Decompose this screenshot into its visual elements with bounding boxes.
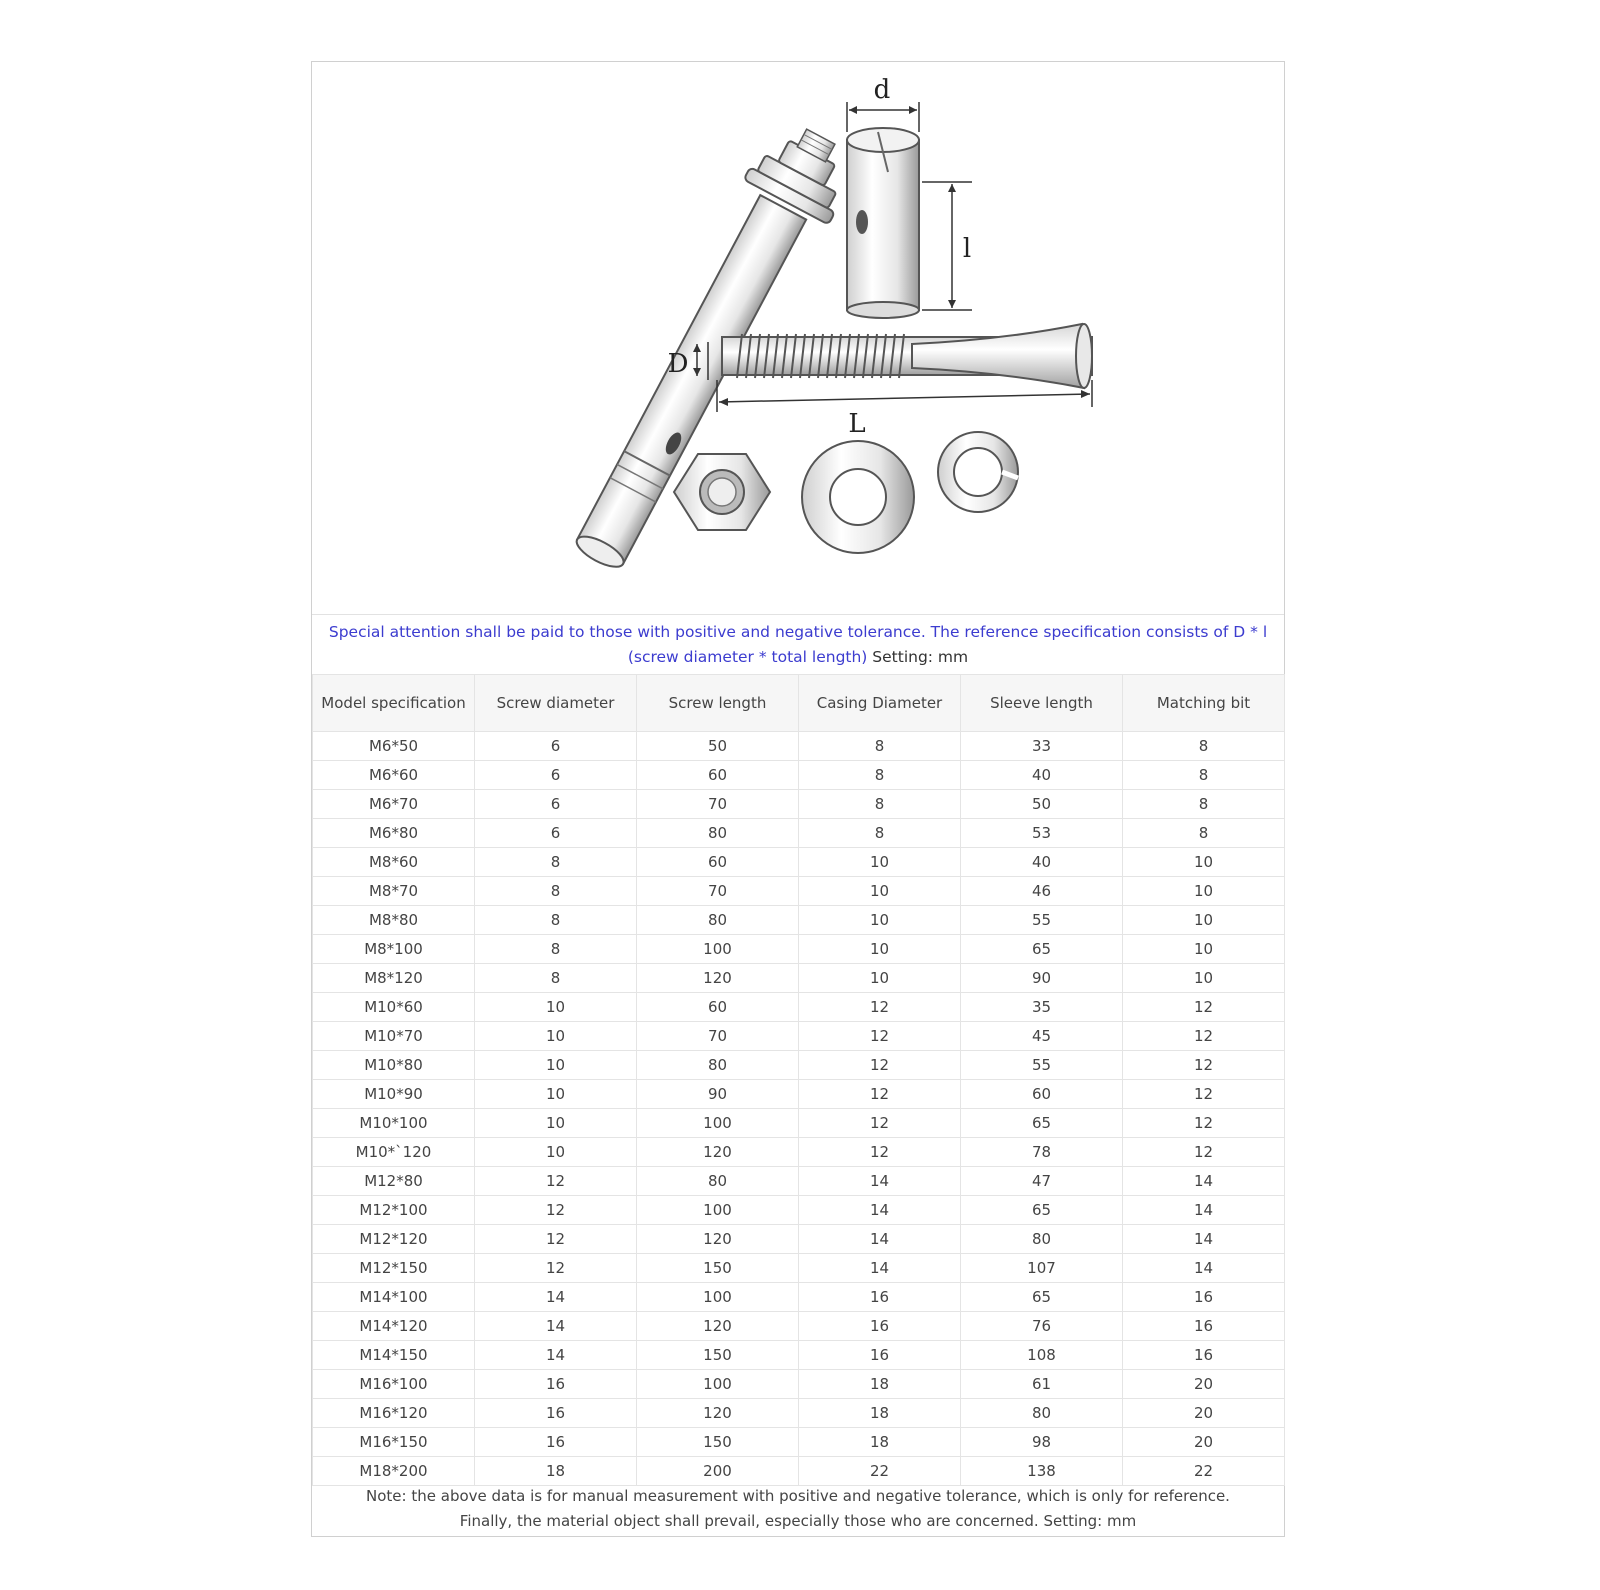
cell-matching-bit: 10 [1123,906,1285,935]
cell-screw-diameter: 12 [475,1225,637,1254]
spring-washer [938,432,1018,512]
cell-model: M10*100 [313,1109,475,1138]
cell-model: M8*120 [313,964,475,993]
spec-sheet [311,61,1285,1537]
table-row [313,761,1285,790]
cell-sleeve-length: 33 [961,732,1123,761]
attention-caption [312,614,1284,674]
cell-casing-diameter: 22 [799,1457,961,1486]
cell-model: M16*150 [313,1428,475,1457]
specification-table [312,674,1285,1486]
cell-matching-bit: 8 [1123,790,1285,819]
cell-screw-diameter: 10 [475,1138,637,1167]
cell-sleeve-length: 50 [961,790,1123,819]
table-row [313,1254,1285,1283]
cell-screw-length: 100 [637,1370,799,1399]
cell-model: M10*`120 [313,1138,475,1167]
cell-model: M12*150 [313,1254,475,1283]
cell-model: M8*100 [313,935,475,964]
cell-screw-diameter: 6 [475,790,637,819]
cell-casing-diameter: 12 [799,1109,961,1138]
cell-matching-bit: 12 [1123,1022,1285,1051]
table-row [313,1022,1285,1051]
cell-casing-diameter: 10 [799,848,961,877]
cell-matching-bit: 16 [1123,1312,1285,1341]
table-row [313,1283,1285,1312]
cell-screw-length: 120 [637,1225,799,1254]
cell-matching-bit: 10 [1123,935,1285,964]
cell-matching-bit: 12 [1123,1109,1285,1138]
cell-model: M12*120 [313,1225,475,1254]
cell-sleeve-length: 107 [961,1254,1123,1283]
cell-sleeve-length: 55 [961,906,1123,935]
cell-sleeve-length: 90 [961,964,1123,993]
cell-screw-length: 90 [637,1080,799,1109]
cell-screw-diameter: 10 [475,1109,637,1138]
cell-screw-diameter: 12 [475,1196,637,1225]
note-line-2: Finally, the material object shall prevail, especially those who are concerned. Setting: mm [459,1512,1137,1530]
cell-casing-diameter: 12 [799,1080,961,1109]
cell-casing-diameter: 16 [799,1341,961,1370]
cell-screw-diameter: 8 [475,848,637,877]
cell-sleeve-length: 60 [961,1080,1123,1109]
cell-model: M8*60 [313,848,475,877]
cell-matching-bit: 10 [1123,877,1285,906]
cell-sleeve-length: 40 [961,761,1123,790]
table-row [313,935,1285,964]
cell-casing-diameter: 10 [799,964,961,993]
table-row [313,732,1285,761]
cell-matching-bit: 14 [1123,1254,1285,1283]
cell-sleeve-length: 80 [961,1225,1123,1254]
cell-casing-diameter: 18 [799,1370,961,1399]
cell-screw-length: 60 [637,848,799,877]
cell-casing-diameter: 12 [799,1138,961,1167]
cell-matching-bit: 14 [1123,1225,1285,1254]
cell-matching-bit: 8 [1123,819,1285,848]
cell-sleeve-length: 78 [961,1138,1123,1167]
cell-model: M14*150 [313,1341,475,1370]
cell-sleeve-length: 65 [961,1196,1123,1225]
cell-model: M10*80 [313,1051,475,1080]
table-row [313,877,1285,906]
cell-screw-diameter: 10 [475,993,637,1022]
table-row [313,1051,1285,1080]
cell-matching-bit: 10 [1123,848,1285,877]
cell-screw-diameter: 14 [475,1341,637,1370]
cell-matching-bit: 20 [1123,1428,1285,1457]
cell-matching-bit: 16 [1123,1341,1285,1370]
cell-screw-length: 120 [637,1312,799,1341]
cell-casing-diameter: 14 [799,1225,961,1254]
cell-model: M14*120 [313,1312,475,1341]
cell-casing-diameter: 12 [799,993,961,1022]
cell-casing-diameter: 18 [799,1428,961,1457]
cell-sleeve-length: 61 [961,1370,1123,1399]
cell-sleeve-length: 55 [961,1051,1123,1080]
cell-screw-length: 100 [637,1283,799,1312]
table-row [313,1399,1285,1428]
cell-model: M16*120 [313,1399,475,1428]
cell-casing-diameter: 16 [799,1283,961,1312]
cell-matching-bit: 12 [1123,1051,1285,1080]
cell-casing-diameter: 12 [799,1022,961,1051]
cell-screw-diameter: 10 [475,1051,637,1080]
threaded-bolt [693,324,1092,412]
table-row [313,1370,1285,1399]
cell-sleeve-length: 98 [961,1428,1123,1457]
cell-screw-length: 70 [637,790,799,819]
cell-casing-diameter: 8 [799,819,961,848]
cell-sleeve-length: 65 [961,935,1123,964]
flat-washer [802,441,914,553]
cell-casing-diameter: 10 [799,877,961,906]
cell-model: M10*70 [313,1022,475,1051]
cell-matching-bit: 8 [1123,732,1285,761]
caption-setting: Setting: mm [867,648,969,666]
cell-screw-length: 150 [637,1341,799,1370]
cell-casing-diameter: 10 [799,906,961,935]
table-row [313,1167,1285,1196]
table-row [313,790,1285,819]
cell-matching-bit: 12 [1123,1138,1285,1167]
table-row [313,1109,1285,1138]
table-row [313,1196,1285,1225]
cell-screw-diameter: 6 [475,819,637,848]
cell-screw-diameter: 16 [475,1428,637,1457]
header-matching-bit: Matching bit [1123,675,1285,732]
dimension-label-l: l [962,234,972,264]
table-row [313,964,1285,993]
cell-screw-diameter: 8 [475,935,637,964]
cell-sleeve-length: 138 [961,1457,1123,1486]
table-row [313,906,1285,935]
cell-matching-bit: 12 [1123,1080,1285,1109]
cell-model: M8*80 [313,906,475,935]
cell-model: M14*100 [313,1283,475,1312]
cell-casing-diameter: 14 [799,1254,961,1283]
cell-matching-bit: 8 [1123,761,1285,790]
cell-screw-diameter: 14 [475,1312,637,1341]
cell-model: M16*100 [313,1370,475,1399]
cell-screw-diameter: 8 [475,906,637,935]
cell-screw-diameter: 6 [475,761,637,790]
cell-model: M6*50 [313,732,475,761]
cell-sleeve-length: 46 [961,877,1123,906]
cell-screw-diameter: 10 [475,1022,637,1051]
cell-screw-length: 120 [637,964,799,993]
cell-screw-length: 60 [637,993,799,1022]
cell-matching-bit: 10 [1123,964,1285,993]
cell-screw-length: 80 [637,1167,799,1196]
cell-casing-diameter: 14 [799,1167,961,1196]
cell-screw-diameter: 16 [475,1399,637,1428]
cell-sleeve-length: 108 [961,1341,1123,1370]
cell-screw-diameter: 8 [475,877,637,906]
table-body [313,732,1285,1486]
cell-model: M6*70 [313,790,475,819]
cell-casing-diameter: 8 [799,761,961,790]
table-row [313,1428,1285,1457]
header-model-specification: Model specification [313,675,475,732]
cell-casing-diameter: 10 [799,935,961,964]
cell-model: M8*70 [313,877,475,906]
header-screw-length: Screw length [637,675,799,732]
cell-screw-length: 120 [637,1399,799,1428]
cell-sleeve-length: 80 [961,1399,1123,1428]
dimension-label-D: D [667,349,689,379]
table-row [313,819,1285,848]
cell-screw-diameter: 18 [475,1457,637,1486]
cell-screw-diameter: 8 [475,964,637,993]
cell-casing-diameter: 16 [799,1312,961,1341]
cell-screw-length: 100 [637,1196,799,1225]
cell-matching-bit: 22 [1123,1457,1285,1486]
cell-model: M6*80 [313,819,475,848]
cell-screw-length: 150 [637,1428,799,1457]
cell-screw-length: 70 [637,877,799,906]
cell-model: M12*100 [313,1196,475,1225]
cell-screw-length: 150 [637,1254,799,1283]
table-row [313,1138,1285,1167]
cell-matching-bit: 20 [1123,1399,1285,1428]
header-sleeve-length: Sleeve length [961,675,1123,732]
cell-model: M6*60 [313,761,475,790]
cell-model: M12*80 [313,1167,475,1196]
table-row [313,1341,1285,1370]
cell-screw-length: 120 [637,1138,799,1167]
caption-highlight: Special attention shall be paid to those with positive and negative tolerance. The reference specification consists of D * l (screw diameter * total length) [328,623,1268,666]
cell-matching-bit: 20 [1123,1370,1285,1399]
cell-casing-diameter: 14 [799,1196,961,1225]
product-illustration [312,62,1284,614]
cell-screw-length: 50 [637,732,799,761]
header-screw-diameter: Screw diameter [475,675,637,732]
dimension-label-d: d [873,75,891,105]
cell-model: M10*90 [313,1080,475,1109]
cell-sleeve-length: 40 [961,848,1123,877]
measurement-note [312,1482,1284,1538]
cell-model: M18*200 [313,1457,475,1486]
cell-matching-bit: 12 [1123,993,1285,1022]
header-casing-diameter: Casing Diameter [799,675,961,732]
cell-screw-diameter: 16 [475,1370,637,1399]
cell-matching-bit: 14 [1123,1196,1285,1225]
table-row [313,1225,1285,1254]
cell-casing-diameter: 12 [799,1051,961,1080]
cell-screw-length: 100 [637,1109,799,1138]
hex-nut [674,454,770,530]
cell-sleeve-length: 76 [961,1312,1123,1341]
cell-screw-length: 60 [637,761,799,790]
cell-sleeve-length: 53 [961,819,1123,848]
table-row [313,848,1285,877]
cell-screw-diameter: 12 [475,1254,637,1283]
cell-screw-length: 70 [637,1022,799,1051]
cell-sleeve-length: 47 [961,1167,1123,1196]
cell-screw-length: 80 [637,819,799,848]
cell-screw-length: 80 [637,1051,799,1080]
cell-screw-length: 100 [637,935,799,964]
table-row [313,1080,1285,1109]
cell-casing-diameter: 8 [799,732,961,761]
cell-screw-length: 200 [637,1457,799,1486]
cell-screw-diameter: 14 [475,1283,637,1312]
cell-casing-diameter: 8 [799,790,961,819]
cell-sleeve-length: 65 [961,1109,1123,1138]
sleeve [847,102,972,318]
cell-matching-bit: 16 [1123,1283,1285,1312]
cell-sleeve-length: 45 [961,1022,1123,1051]
cell-screw-diameter: 10 [475,1080,637,1109]
cell-sleeve-length: 65 [961,1283,1123,1312]
cell-matching-bit: 14 [1123,1167,1285,1196]
cell-casing-diameter: 18 [799,1399,961,1428]
note-line-1: Note: the above data is for manual measurement with positive and negative tolerance, which is only for reference. [366,1487,1230,1505]
table-header-row [313,675,1285,732]
expansion-bolt-drawing [312,62,1284,614]
cell-model: M10*60 [313,993,475,1022]
cell-screw-diameter: 12 [475,1167,637,1196]
dimension-label-L: L [848,409,866,439]
cell-screw-diameter: 6 [475,732,637,761]
table-row [313,1312,1285,1341]
table-row [313,993,1285,1022]
cell-screw-length: 80 [637,906,799,935]
cell-sleeve-length: 35 [961,993,1123,1022]
